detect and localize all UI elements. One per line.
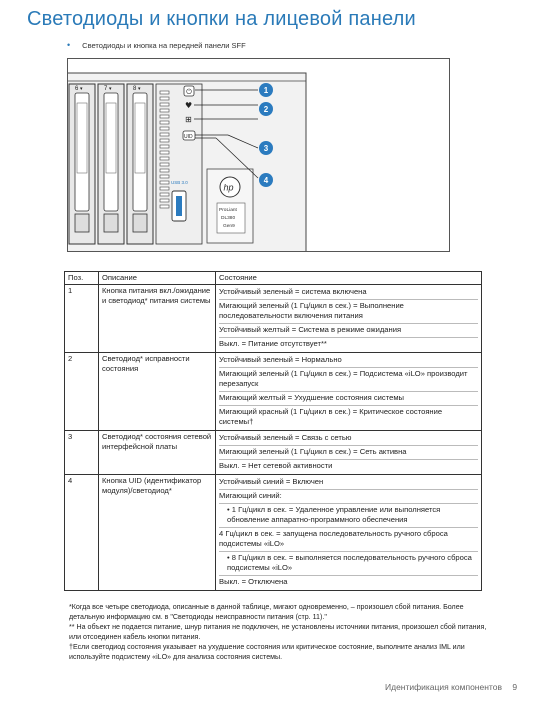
bay-label-8: 8 (133, 86, 137, 92)
state-line: Выкл. = Нет сетевой активности (219, 461, 333, 470)
bullet-dot-icon: • (67, 40, 71, 50)
bullet-item (67, 40, 246, 50)
column-header-description: Описание (99, 272, 216, 285)
row-pos: 4 (65, 475, 99, 591)
row-state (216, 475, 482, 591)
bay-arrow-icon: ▾ (109, 86, 112, 92)
row-state (216, 431, 482, 475)
state-line: Мигающий зеленый (1 Гц/цикл в сек.) = Сеть активна (219, 446, 478, 460)
usb-label: USB 3.0 (171, 180, 188, 185)
front-panel-figure (67, 58, 450, 252)
svg-text:3: 3 (263, 144, 269, 153)
row-description: Кнопка питания вкл./ожидание и светодиод* питания системы (99, 285, 216, 353)
row-pos: 2 (65, 353, 99, 431)
health-led (185, 101, 192, 110)
drive-bay-8 (127, 84, 153, 244)
svg-text:2: 2 (263, 105, 269, 114)
table-row (65, 285, 482, 353)
callout-3 (259, 141, 273, 155)
state-line: • 1 Гц/цикл в сек. = Удаленное управление или выполняется обновление аппаратно-программного обеспечения (219, 504, 478, 528)
callout-4 (259, 173, 273, 187)
health-icon: ♥ (185, 101, 193, 110)
state-line: Мигающий синий: (219, 490, 478, 504)
footnote: †Если светодиод состояния указывает на ухудшение состояния или критическое состояние, выполните анализ IML или используйте подсистему «iLO» для анализа состояния системы. (69, 643, 465, 661)
state-line: Выкл. = Отключена (219, 577, 288, 586)
column-header-pos: Поз. (65, 272, 99, 285)
drive-bay-7 (98, 84, 124, 244)
state-line: • 8 Гц/цикл в сек. = выполняется последовательность ручного сброса подсистемы «iLO» (219, 552, 478, 576)
state-line: 4 Гц/цикл в сек. = запущена последовательность ручного сброса подсистемы «iLO» (219, 528, 478, 552)
row-description: Кнопка UID (идентификатор модуля)/светодиод* (99, 475, 216, 591)
row-pos: 1 (65, 285, 99, 353)
row-pos: 3 (65, 431, 99, 475)
model-badge-line-2: DL380 (221, 216, 236, 221)
page-footer (385, 682, 517, 692)
state-line: Мигающий зеленый (1 Гц/цикл в сек.) = Подсистема «iLO» производит перезапуск (219, 368, 478, 392)
callout-2 (259, 102, 273, 116)
row-state (216, 285, 482, 353)
svg-text:1: 1 (263, 86, 269, 95)
state-line: Устойчивый зеленый = Связь с сетью (219, 432, 478, 446)
hp-logo-text: hp (223, 182, 234, 193)
state-line: Мигающий желтый = Ухудшение состояния системы (219, 392, 478, 406)
power-button (184, 86, 194, 96)
table-row (65, 475, 482, 591)
page-title: Светодиоды и кнопки на лицевой панели (27, 8, 416, 30)
footnote: *Когда все четыре светодиода, описанные в данной таблице, мигают одновременно, – произошел сбой питания. Более детальную информацию см. в "Светодиоды неисправности питания (стр. 11)." (69, 603, 464, 621)
nic-led (185, 115, 192, 124)
uid-label: UID (184, 134, 193, 140)
state-line: Устойчивый зеленый = система включена (219, 286, 478, 300)
row-state (216, 353, 482, 431)
footnotes (69, 603, 495, 664)
front-panel-illustration (68, 59, 450, 252)
state-line: Устойчивый синий = Включен (219, 476, 478, 490)
page-number: 9 (512, 682, 518, 692)
table-row (65, 353, 482, 431)
hp-badge-area (207, 169, 253, 243)
state-line: Мигающий красный (1 Гц/цикл в сек.) = Критическое состояние системы† (219, 407, 443, 426)
column-header-state: Состояние (216, 272, 482, 285)
row-description: Светодиод* состояния сетевой интерфейсной платы (99, 431, 216, 475)
uid-button (183, 131, 195, 140)
bullet-text: Светодиоды и кнопка на передней панели SFF (82, 41, 246, 50)
footnote: ** На объект не подается питание, шнур питания не подключен, не установлены источники питания, произошел сбой питания, или отсоединен кабель кнопки питания. (69, 623, 487, 641)
power-icon: ⏻ (186, 88, 192, 96)
bay-label-7: 7 (104, 86, 108, 92)
state-line: Устойчивый желтый = Система в режиме ожидания (219, 324, 478, 338)
state-line: Выкл. = Питание отсутствует** (219, 339, 327, 348)
bay-arrow-icon: ▾ (80, 86, 83, 92)
table-header-row (65, 272, 482, 285)
led-spec-table (64, 271, 482, 591)
row-description: Светодиод* исправности состояния (99, 353, 216, 431)
svg-text:4: 4 (263, 176, 269, 185)
bay-arrow-icon: ▾ (138, 86, 141, 92)
callout-1 (259, 83, 273, 97)
footer-text: Идентификация компонентов (385, 682, 502, 692)
model-badge-line-3: Gen9 (223, 224, 235, 229)
state-line: Мигающий зеленый (1 Гц/цикл в сек.) = Выполнение последовательности включения питания (219, 300, 478, 324)
network-icon: ⊞ (185, 115, 192, 124)
bay-label-6: 6 (75, 86, 79, 92)
state-line: Устойчивый зеленый = Нормально (219, 354, 478, 368)
table-row (65, 431, 482, 475)
model-badge-line-1: ProLiant (219, 208, 237, 213)
drive-bay-6 (69, 84, 95, 244)
